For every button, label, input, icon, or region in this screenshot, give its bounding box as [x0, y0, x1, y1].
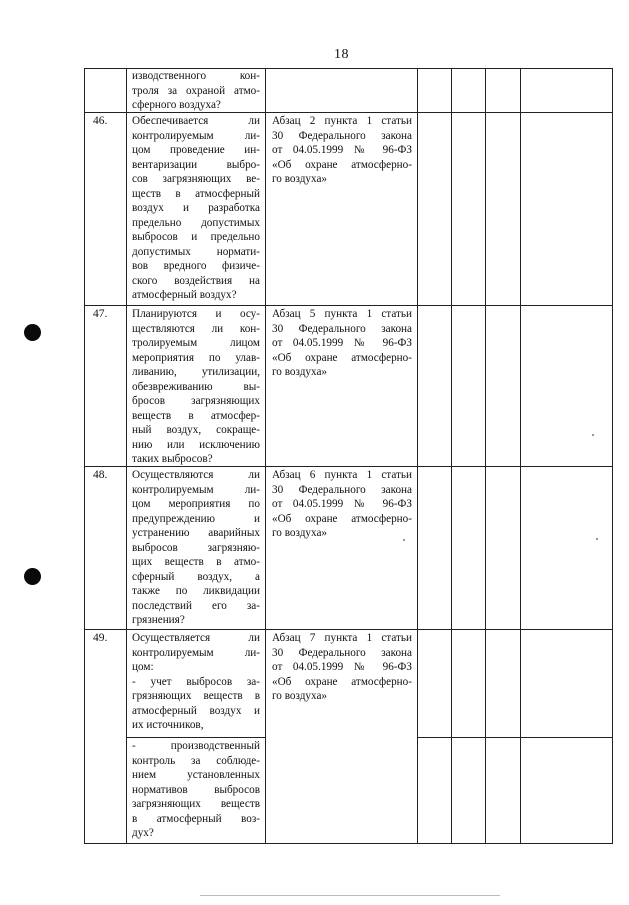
question-line: ный воздух, сокраще- — [132, 424, 260, 436]
law-reference-cell — [272, 468, 412, 541]
law-line: «Об охране атмосферно- — [272, 512, 412, 525]
question-line: - учет выбросов за- — [132, 675, 260, 688]
row-number: 47. — [93, 308, 108, 320]
question-line: грязнения? — [132, 614, 185, 626]
question-line: ливанию, утилизации, — [132, 366, 260, 378]
question-line: атмосферный воздух и — [132, 704, 260, 717]
question-line: вентаризации выбро- — [132, 158, 260, 171]
scan-edge-mark — [200, 895, 500, 896]
scan-speck — [592, 434, 594, 436]
law-line: от 04.05.1999 № 96-ФЗ — [272, 498, 412, 510]
question-line: предупреждению и — [132, 512, 260, 525]
question-line: сов загрязняющих ве- — [132, 173, 260, 185]
question-line: сферный воздух, а — [132, 570, 260, 583]
question-line: нию или исключению — [132, 438, 260, 451]
question-line: нормативов выбросов — [132, 783, 260, 796]
question-line: мероприятия по улав- — [132, 351, 260, 364]
question-line: контроль за соблюде- — [132, 754, 260, 767]
law-line: Абзац 6 пункта 1 статьи — [272, 469, 412, 481]
scan-speck — [403, 539, 405, 541]
question-line: вов вредного физиче- — [132, 260, 260, 272]
law-line: го воздуха» — [272, 173, 328, 185]
law-line: го воздуха» — [272, 366, 328, 378]
question-line: цом мероприятия по — [132, 498, 260, 510]
question-line: атмосферный воздух? — [132, 289, 237, 301]
question-line: контролируемым ли- — [132, 646, 260, 659]
question-line: загрязняющих веществ — [132, 798, 260, 810]
punch-hole — [24, 568, 41, 585]
question-line: также по ликвидации — [132, 585, 260, 597]
question-cell — [132, 468, 260, 628]
question-line: цом проведение ин- — [132, 144, 260, 156]
question-line: сферного воздуха? — [132, 99, 221, 111]
question-line: бросов загрязняющих — [132, 395, 260, 407]
question-line: щих веществ в атмо- — [132, 556, 260, 568]
question-cell — [132, 114, 260, 303]
question-line: устранению аварийных — [132, 527, 260, 539]
question-line: веществ в атмосфер- — [132, 409, 260, 422]
law-line: го воздуха» — [272, 527, 328, 539]
question-cell — [132, 307, 260, 467]
question-line: Осуществляется ли — [132, 632, 260, 644]
law-line: Абзац 5 пункта 1 статьи — [272, 308, 412, 320]
question-line: предельно допустимых — [132, 216, 260, 229]
question-line: Обеспечивается ли — [132, 115, 260, 127]
law-line: 30 Федерального закона — [272, 646, 412, 659]
question-line: воздух и разработка — [132, 202, 260, 214]
row-number: 49. — [93, 632, 108, 644]
question-line: изводственного кон- — [132, 70, 260, 82]
question-line: ского воздействия на — [132, 274, 260, 287]
question-line: цом: — [132, 661, 154, 673]
question-line: таких выбросов? — [132, 453, 213, 465]
question-line: дух? — [132, 827, 154, 839]
question-line: грязняющих веществ в — [132, 690, 260, 702]
row-number: 48. — [93, 469, 108, 481]
checklist-table — [84, 68, 613, 844]
law-line: от 04.05.1999 № 96-ФЗ — [272, 337, 412, 349]
question-line: допустимых нормати- — [132, 245, 260, 258]
law-line: «Об охране атмосферно- — [272, 351, 412, 364]
row-number: 46. — [93, 115, 108, 127]
law-line: от 04.05.1999 № 96-ФЗ — [272, 144, 412, 156]
question-line: троля за охраной атмо- — [132, 84, 260, 97]
law-line: 30 Федерального закона — [272, 483, 412, 496]
law-line: от 04.05.1999 № 96-ФЗ — [272, 661, 412, 673]
question-line: Планируются и осу- — [132, 308, 260, 320]
law-line: «Об охране атмосферно- — [272, 675, 412, 688]
law-line: 30 Федерального закона — [272, 129, 412, 142]
question-line: последствий его за- — [132, 599, 260, 612]
question-cell — [132, 631, 260, 733]
law-line: Абзац 7 пункта 1 статьи — [272, 632, 412, 644]
question-line: выбросов и предельно — [132, 231, 260, 243]
question-line: нием установленных — [132, 769, 260, 781]
question-subcell — [132, 739, 260, 841]
question-line: контролируемым ли- — [132, 483, 260, 496]
question-line: ществ в атмосферный — [132, 187, 260, 200]
question-line: в атмосферный воз- — [132, 812, 260, 825]
question-line: выбросов загрязняю- — [132, 541, 260, 554]
law-reference-cell — [272, 631, 412, 704]
law-line: Абзац 2 пункта 1 статьи — [272, 115, 412, 127]
question-line: их источников, — [132, 719, 204, 731]
question-line: - производственный — [132, 740, 260, 752]
law-reference-cell — [272, 114, 412, 187]
law-line: «Об охране атмосферно- — [272, 158, 412, 171]
law-line: го воздуха» — [272, 690, 328, 702]
question-line: обезвреживанию вы- — [132, 380, 260, 393]
question-line: ществляются ли кон- — [132, 322, 260, 335]
scan-speck — [596, 538, 598, 540]
page-number: 18 — [334, 47, 349, 62]
law-line: 30 Федерального закона — [272, 322, 412, 335]
punch-hole — [24, 324, 41, 341]
question-line: тролируемым лицом — [132, 337, 260, 349]
law-reference-cell — [272, 307, 412, 380]
question-line: контролируемым ли- — [132, 129, 260, 142]
question-cell — [132, 69, 260, 113]
question-line: Осуществляются ли — [132, 469, 260, 481]
